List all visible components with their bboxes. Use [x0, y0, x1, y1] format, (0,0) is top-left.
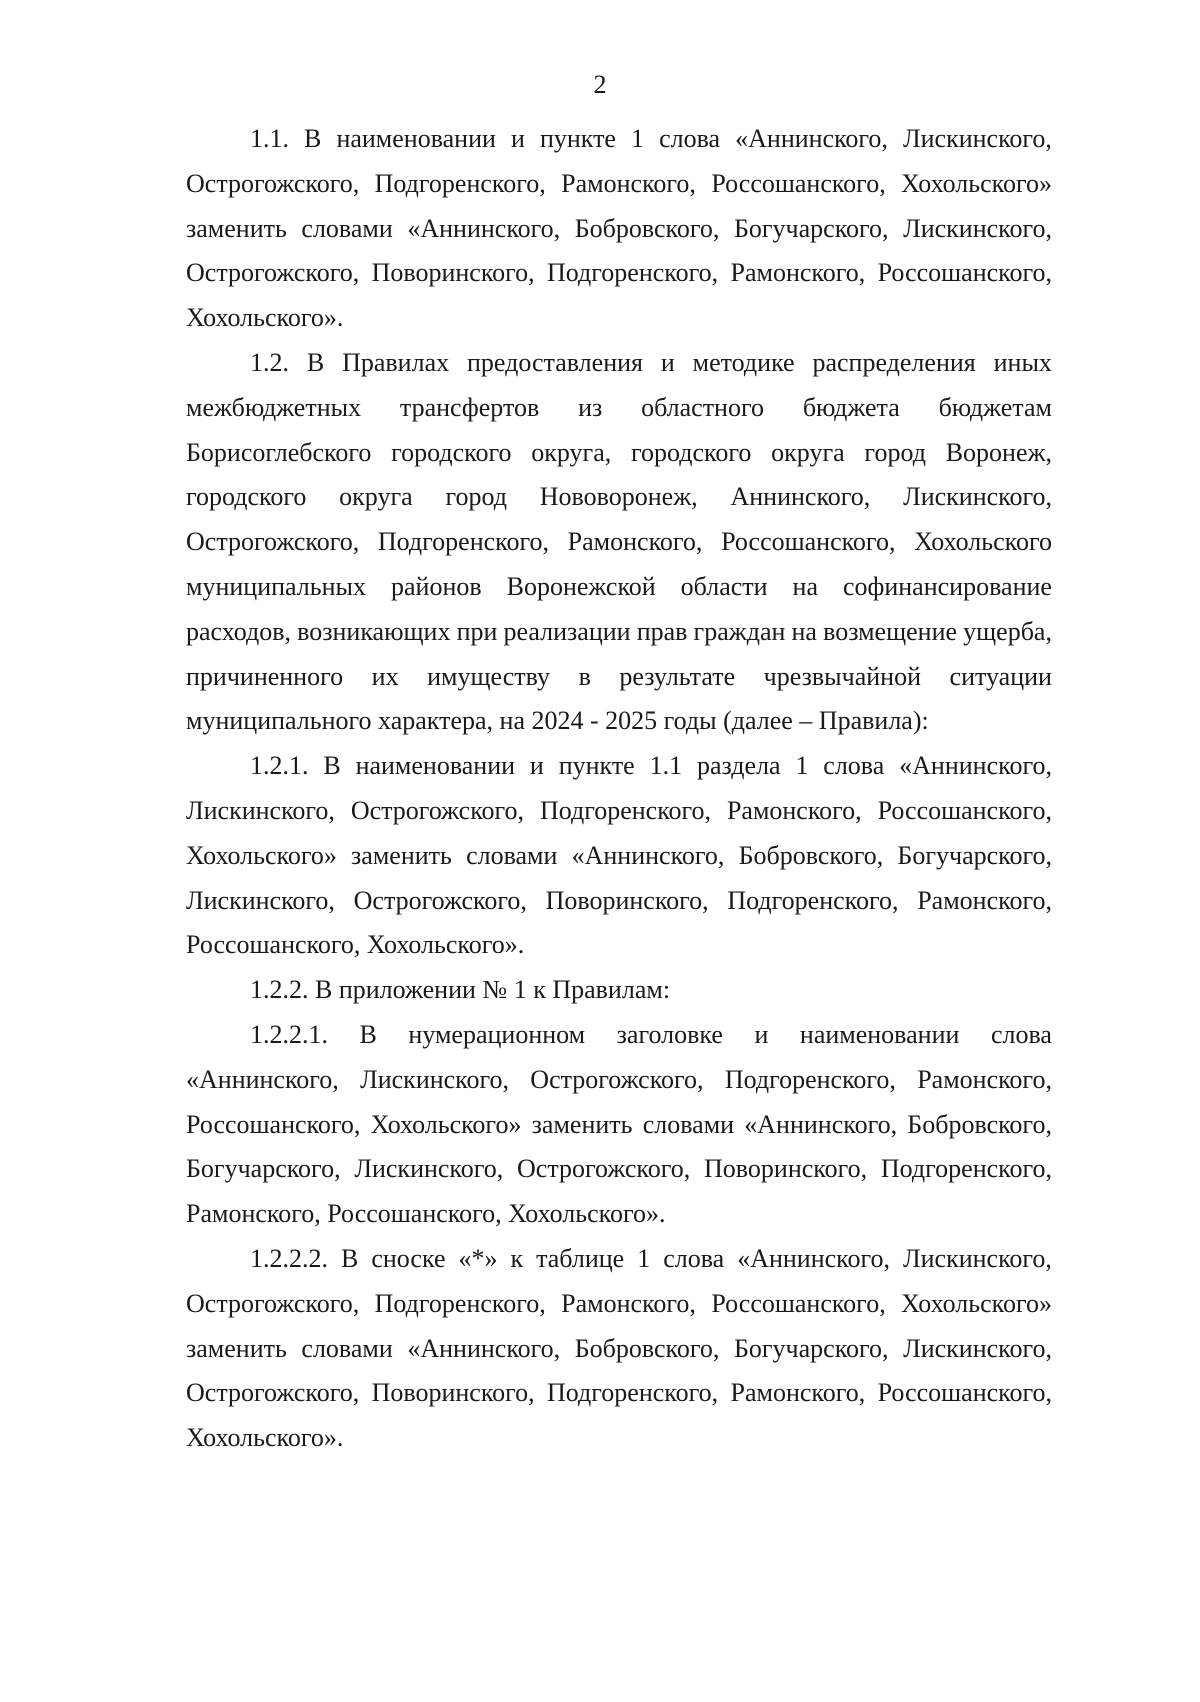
word: Россошанского,	[877, 258, 1052, 288]
text-line	[0, 617, 1200, 647]
word: Лискинского,	[903, 482, 1052, 512]
text-line	[0, 572, 1200, 602]
word: и	[754, 1020, 769, 1049]
word: бюджетам	[938, 392, 1052, 422]
word: наименовании	[355, 751, 516, 781]
word: Россошанского,	[721, 527, 896, 557]
word: В	[304, 124, 322, 153]
text-line	[0, 169, 1200, 199]
word: 1	[795, 751, 809, 781]
word: слова	[659, 124, 721, 153]
word: Правилах	[342, 348, 450, 377]
text-line	[0, 841, 1200, 871]
word: «Аннинского,	[899, 751, 1052, 781]
word: заменить	[186, 213, 287, 243]
word: и	[660, 348, 675, 377]
word: возмещение	[823, 616, 958, 646]
word: «Аннинского,	[407, 213, 561, 243]
word: Лискинского,	[902, 124, 1052, 153]
text-line	[0, 975, 1200, 1005]
word: «Аннинского,	[735, 124, 888, 153]
line-text: муниципального характера, на 2024 - 2025 годы (далее – Правила):	[186, 706, 929, 736]
word: Подгоренского,	[547, 1378, 719, 1408]
text-line	[0, 1065, 1200, 1095]
word: заголовке	[616, 1020, 723, 1049]
text-line	[0, 1154, 1200, 1184]
word: 1	[637, 1244, 651, 1273]
word: Подгоренского,	[880, 1154, 1052, 1184]
word: Рамонского,	[726, 796, 862, 825]
word: Подгоренского,	[724, 1064, 896, 1094]
text-line	[0, 886, 1200, 916]
word: округа	[771, 437, 845, 467]
word: Лискинского,	[186, 796, 335, 825]
text-line	[0, 1199, 1200, 1229]
word: Воронеж,	[945, 437, 1052, 467]
word: город	[445, 482, 507, 512]
word: их	[371, 661, 399, 691]
word: Лискинского,	[903, 1333, 1052, 1363]
word: областного	[641, 392, 764, 422]
word: Хохольского»	[186, 840, 337, 870]
word: 1.2.1.	[250, 751, 309, 781]
word: Поворинского,	[371, 1378, 535, 1408]
word: В	[323, 751, 341, 781]
word: 1.2.2.2.	[250, 1244, 328, 1273]
word: Россошанского,	[877, 1378, 1052, 1408]
word: Лискинского,	[354, 1154, 504, 1184]
word: на	[791, 616, 817, 646]
word: граждан	[693, 616, 786, 646]
word: Бобровского,	[574, 1333, 720, 1363]
word: 1.2.2.1.	[250, 1020, 328, 1049]
word: при	[456, 616, 498, 646]
word: 1.1	[649, 751, 683, 781]
word: Рамонского,	[561, 168, 696, 198]
text-line	[0, 1020, 1200, 1050]
word: Богучарского,	[186, 1154, 341, 1184]
word: на	[792, 572, 818, 601]
word: Острогожского,	[350, 796, 525, 825]
word: Подгоренского,	[374, 1288, 546, 1318]
word: районов	[390, 572, 482, 601]
word: Аннинского,	[730, 482, 871, 512]
text-line	[0, 930, 1200, 960]
word: Бобровского,	[738, 840, 884, 870]
word: Нововоронеж,	[539, 482, 698, 512]
word: области	[680, 572, 768, 601]
word: Поворинского,	[371, 258, 535, 288]
word: ущерба,	[963, 616, 1052, 646]
word: наименовании	[799, 1020, 960, 1049]
text-line	[0, 303, 1200, 333]
word: Рамонского,	[917, 885, 1052, 915]
word: Рамонского,	[561, 1288, 696, 1318]
word: «Аннинского,	[744, 1109, 898, 1139]
word: межбюджетных	[186, 392, 362, 422]
word: Хохольского	[914, 527, 1052, 557]
word: Острогожского,	[186, 527, 360, 557]
line-text: Рамонского, Россошанского, Хохольского».	[186, 1199, 666, 1229]
word: «Аннинского,	[407, 1333, 561, 1363]
word: словами	[466, 840, 558, 870]
text-line	[0, 393, 1200, 423]
text-line	[0, 1289, 1200, 1319]
word: таблице	[536, 1244, 625, 1273]
word: сноске	[371, 1244, 446, 1273]
line-text: Россошанского, Хохольского».	[186, 930, 525, 960]
word: ситуации	[949, 661, 1052, 691]
word: трансфертов	[399, 392, 540, 422]
word: В	[359, 1020, 377, 1049]
word: словами	[642, 1109, 735, 1139]
text-line	[0, 662, 1200, 692]
word: заменить	[186, 1333, 287, 1363]
word: реализации	[503, 616, 631, 646]
word: Россошанского,	[877, 796, 1052, 825]
word: Хохольского»	[901, 168, 1052, 198]
text-line	[0, 482, 1200, 512]
word: Россошанского,	[186, 1109, 361, 1139]
word: Богучарского,	[897, 840, 1052, 870]
word: 1.2.	[250, 348, 289, 377]
word: Поворинского,	[704, 1154, 868, 1184]
word: пункте	[539, 124, 616, 153]
line-text: 1.2.2. В приложении № 1 к Правилам:	[250, 975, 671, 1005]
word: пункте	[558, 751, 635, 781]
word: Подгоренского,	[727, 885, 899, 915]
word: Острогожского,	[186, 1378, 360, 1408]
word: город	[864, 437, 926, 467]
word: Борисоглебского	[186, 437, 372, 467]
word: заменить	[531, 1109, 633, 1139]
word: бюджета	[802, 392, 900, 422]
word: «Аннинского,	[186, 1064, 339, 1094]
word: Острогожского,	[186, 258, 360, 288]
word: Подгоренского,	[377, 527, 549, 557]
word: предоставления	[467, 348, 643, 377]
word: Лискинского,	[902, 1244, 1052, 1273]
word: Россошанского,	[711, 1288, 886, 1318]
word: слова	[823, 751, 885, 781]
word: В	[340, 1244, 359, 1273]
word: Хохольского»	[901, 1288, 1052, 1318]
word: словами	[301, 213, 393, 243]
word: «Аннинского,	[737, 1244, 890, 1273]
word: Рамонского,	[567, 527, 703, 557]
word: к	[510, 1244, 524, 1273]
word: Острогожского,	[530, 1064, 704, 1094]
word: из	[578, 392, 603, 422]
word: Рамонского,	[917, 1064, 1052, 1094]
text-line	[0, 124, 1200, 154]
line-text: Хохольского».	[186, 303, 344, 333]
word: словами	[301, 1333, 393, 1363]
word: Рамонского,	[730, 258, 866, 288]
text-line	[0, 1110, 1200, 1140]
word: и	[510, 124, 525, 153]
word: Поворинского,	[545, 885, 709, 915]
word: Хохольского»	[370, 1109, 522, 1139]
word: Лискинского,	[186, 885, 335, 915]
word: Воронежской	[506, 572, 656, 601]
word: результате	[619, 661, 736, 691]
word: причиненного	[186, 661, 344, 691]
text-line	[0, 1244, 1200, 1274]
word: 1.1.	[250, 124, 289, 153]
word: 1	[631, 124, 645, 153]
word: В	[306, 348, 325, 377]
word: муниципальных	[186, 572, 367, 601]
page-number: 2	[593, 70, 607, 99]
text-line	[0, 706, 1200, 736]
text-line	[0, 1334, 1200, 1364]
text-line	[0, 1423, 1200, 1453]
text-line	[0, 751, 1200, 781]
word: наименовании	[336, 124, 496, 153]
word: заменить	[351, 840, 452, 870]
word: Бобровского,	[574, 213, 720, 243]
text-line	[0, 258, 1200, 288]
text-line	[0, 796, 1200, 826]
word: Богучарского,	[733, 213, 889, 243]
word: округа	[339, 482, 413, 512]
word: Рамонского,	[730, 1378, 866, 1408]
word: Лискинского,	[360, 1064, 510, 1094]
text-line	[0, 214, 1200, 244]
word: Богучарского,	[733, 1333, 889, 1363]
text-line	[0, 438, 1200, 468]
word: имуществу	[427, 661, 551, 691]
text-line	[0, 348, 1200, 378]
word: «*»	[458, 1244, 498, 1273]
word: возникающих	[297, 616, 451, 646]
word: слова	[663, 1244, 725, 1273]
word: расходов,	[186, 616, 292, 646]
word: Острогожского,	[186, 168, 360, 198]
word: городского	[391, 437, 512, 467]
word: в	[578, 661, 591, 691]
word: прав	[636, 616, 688, 646]
word: Подгоренского,	[547, 258, 719, 288]
word: Подгоренского,	[539, 796, 712, 825]
word: городского	[186, 482, 307, 512]
word: Бобровского,	[907, 1109, 1052, 1139]
word: городского	[631, 437, 752, 467]
line-text: Хохольского».	[186, 1423, 344, 1453]
word: слова	[990, 1020, 1052, 1049]
text-line	[0, 527, 1200, 557]
word: софинансирование	[842, 572, 1052, 601]
word: нумерационном	[408, 1020, 586, 1049]
text-line	[0, 1378, 1200, 1408]
word: раздела	[696, 751, 781, 781]
word: Острогожского,	[517, 1154, 691, 1184]
word: Россошанского,	[711, 168, 886, 198]
word: Подгоренского,	[374, 168, 546, 198]
word: округа,	[531, 437, 612, 467]
word: чрезвычайной	[763, 661, 921, 691]
word: иных	[993, 348, 1052, 377]
word: Острогожского,	[186, 1288, 360, 1318]
word: методике	[692, 348, 795, 377]
word: Острогожского,	[353, 885, 527, 915]
word: Лискинского,	[903, 213, 1052, 243]
word: распределения	[812, 348, 976, 377]
word: «Аннинского,	[571, 840, 725, 870]
word: и	[529, 751, 544, 781]
